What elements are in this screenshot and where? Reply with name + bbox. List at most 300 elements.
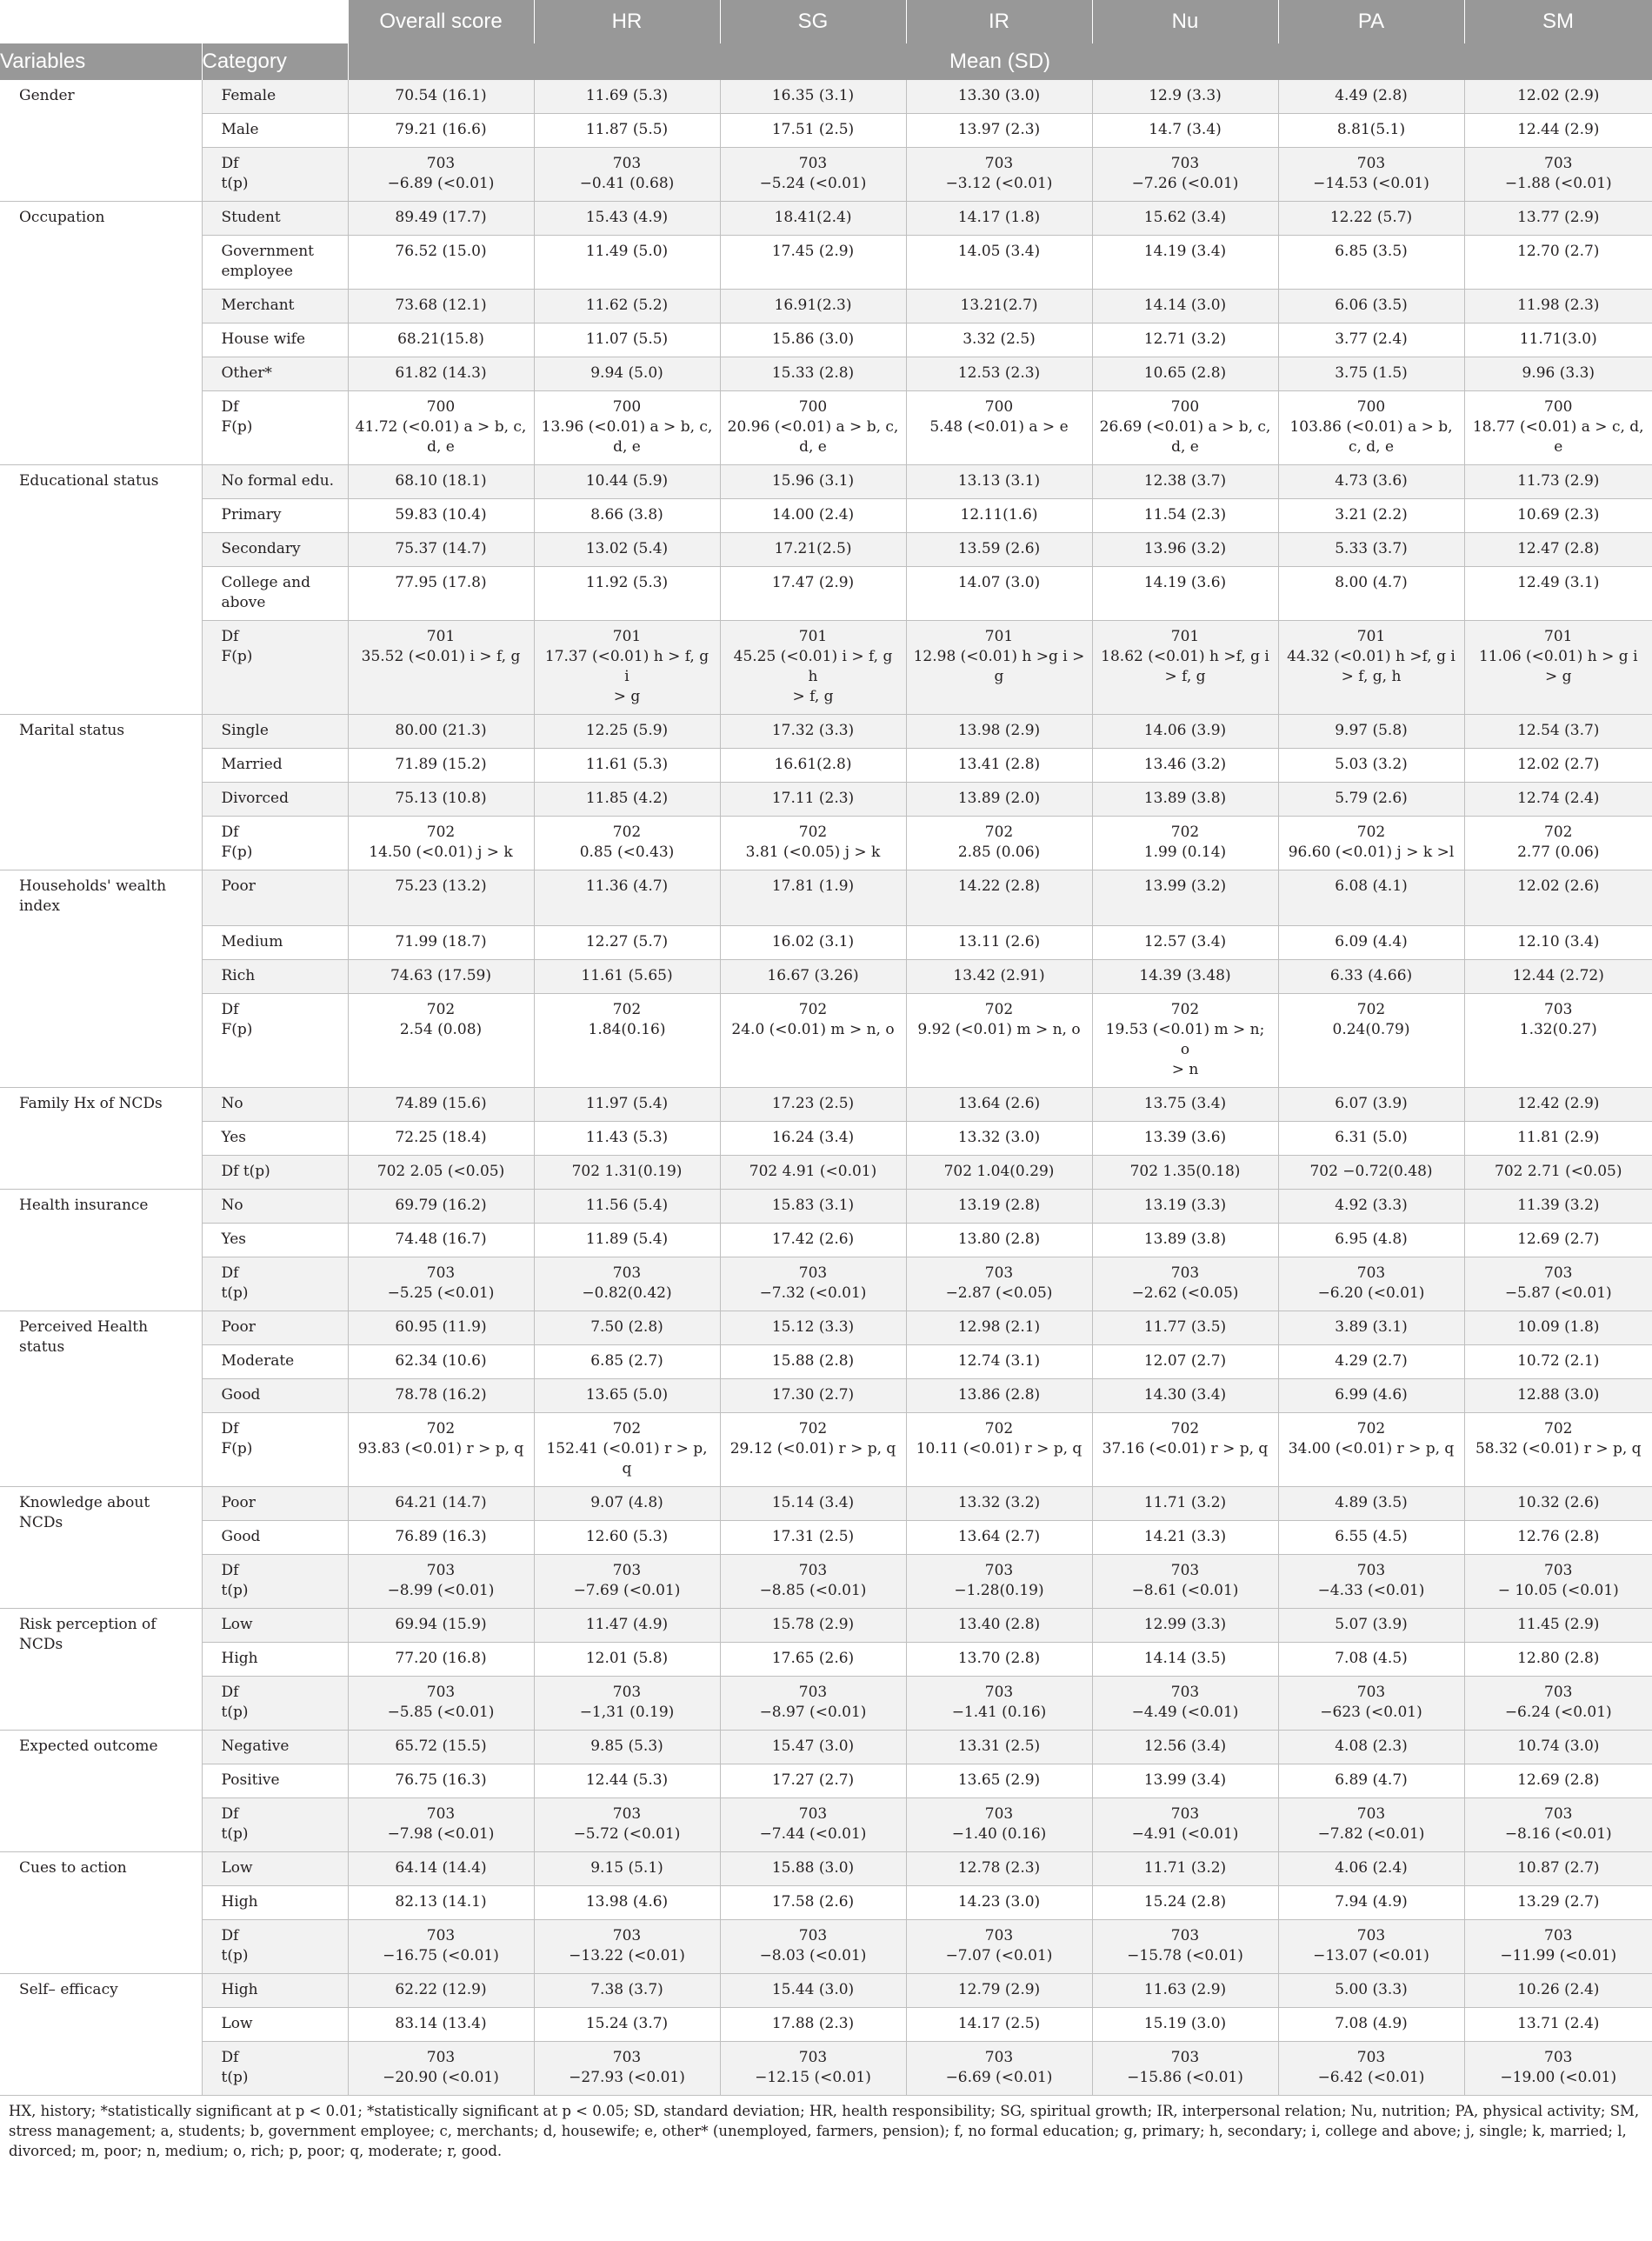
- value-cell: 12.44 (5.3): [534, 1764, 720, 1798]
- value-cell: 77.95 (17.8): [348, 567, 534, 621]
- table-row: [0, 2008, 1652, 2042]
- table-row: [0, 783, 1652, 817]
- value-cell: 11.89 (5.4): [534, 1224, 720, 1257]
- value-cell: 703 −0.41 (0.68): [534, 148, 720, 202]
- value-cell: 700 18.77 (<0.01) a > c, d, e: [1464, 391, 1652, 465]
- value-cell: 15.96 (3.1): [720, 465, 906, 499]
- value-cell: 703 −6.89 (<0.01): [348, 148, 534, 202]
- value-cell: 3.21 (2.2): [1278, 499, 1464, 533]
- value-cell: 12.44 (2.72): [1464, 960, 1652, 994]
- value-cell: 69.79 (16.2): [348, 1190, 534, 1224]
- value-cell: 703 −7.69 (<0.01): [534, 1555, 720, 1609]
- value-cell: 13.98 (4.6): [534, 1886, 720, 1920]
- value-cell: 12.27 (5.7): [534, 926, 720, 960]
- value-cell: 6.09 (4.4): [1278, 926, 1464, 960]
- value-cell: 11.77 (3.5): [1092, 1311, 1278, 1345]
- table-row: [0, 202, 1652, 236]
- table-row: [0, 80, 1652, 114]
- table-row: [0, 148, 1652, 202]
- value-cell: 17.47 (2.9): [720, 567, 906, 621]
- value-cell: 10.44 (5.9): [534, 465, 720, 499]
- value-cell: 17.23 (2.5): [720, 1088, 906, 1122]
- value-cell: 13.39 (3.6): [1092, 1122, 1278, 1156]
- value-cell: 15.24 (3.7): [534, 2008, 720, 2042]
- value-cell: 702 10.11 (<0.01) r > p, q: [906, 1413, 1092, 1487]
- column-header: IR: [906, 0, 1092, 43]
- value-cell: 702 2.85 (0.06): [906, 817, 1092, 870]
- column-header: SM: [1464, 0, 1652, 43]
- table-row: [0, 2042, 1652, 2096]
- value-cell: 12.42 (2.9): [1464, 1088, 1652, 1122]
- value-cell: 14.05 (3.4): [906, 236, 1092, 290]
- value-cell: 703 −4.91 (<0.01): [1092, 1798, 1278, 1852]
- value-cell: 14.21 (3.3): [1092, 1521, 1278, 1555]
- value-cell: 703 −5.25 (<0.01): [348, 1257, 534, 1311]
- category-cell: Df t(p): [202, 1555, 348, 1609]
- category-cell: Government employee: [202, 236, 348, 290]
- value-cell: 11.07 (5.5): [534, 323, 720, 357]
- category-cell: Low: [202, 1852, 348, 1886]
- value-cell: 13.89 (3.8): [1092, 783, 1278, 817]
- value-cell: 703 −8.99 (<0.01): [348, 1555, 534, 1609]
- table-row: [0, 715, 1652, 749]
- value-cell: 79.21 (16.6): [348, 114, 534, 148]
- value-cell: 89.49 (17.7): [348, 202, 534, 236]
- value-cell: 14.22 (2.8): [906, 870, 1092, 926]
- value-cell: 14.00 (2.4): [720, 499, 906, 533]
- value-cell: 13.65 (2.9): [906, 1764, 1092, 1798]
- variable-name: Risk perception of NCDs: [0, 1609, 202, 1731]
- value-cell: 702 1.04(0.29): [906, 1156, 1092, 1190]
- value-cell: 11.87 (5.5): [534, 114, 720, 148]
- value-cell: 17.31 (2.5): [720, 1521, 906, 1555]
- value-cell: 11.45 (2.9): [1464, 1609, 1652, 1643]
- value-cell: 8.00 (4.7): [1278, 567, 1464, 621]
- variable-name: Health insurance: [0, 1190, 202, 1311]
- value-cell: 8.81(5.1): [1278, 114, 1464, 148]
- value-cell: 7.08 (4.9): [1278, 2008, 1464, 2042]
- category-cell: Df F(p): [202, 621, 348, 715]
- value-cell: 12.53 (2.3): [906, 357, 1092, 391]
- category-cell: Female: [202, 80, 348, 114]
- value-cell: 16.35 (3.1): [720, 80, 906, 114]
- value-cell: 11.71 (3.2): [1092, 1487, 1278, 1521]
- category-cell: Secondary: [202, 533, 348, 567]
- value-cell: 12.69 (2.8): [1464, 1764, 1652, 1798]
- value-cell: 13.40 (2.8): [906, 1609, 1092, 1643]
- value-cell: 14.19 (3.4): [1092, 236, 1278, 290]
- value-cell: 702 2.05 (<0.05): [348, 1156, 534, 1190]
- value-cell: 4.06 (2.4): [1278, 1852, 1464, 1886]
- value-cell: 9.85 (5.3): [534, 1731, 720, 1764]
- value-cell: 74.48 (16.7): [348, 1224, 534, 1257]
- value-cell: 13.96 (3.2): [1092, 533, 1278, 567]
- value-cell: 11.71 (3.2): [1092, 1852, 1278, 1886]
- value-cell: 16.67 (3.26): [720, 960, 906, 994]
- table-row: [0, 1379, 1652, 1413]
- table-row: [0, 1487, 1652, 1521]
- variable-name: Knowledge about NCDs: [0, 1487, 202, 1609]
- category-cell: Df t(p): [202, 1156, 348, 1190]
- variable-name: Occupation: [0, 202, 202, 465]
- value-cell: 12.22 (5.7): [1278, 202, 1464, 236]
- value-cell: 13.86 (2.8): [906, 1379, 1092, 1413]
- value-cell: 703 −7.07 (<0.01): [906, 1920, 1092, 1974]
- value-cell: 13.75 (3.4): [1092, 1088, 1278, 1122]
- category-cell: Medium: [202, 926, 348, 960]
- value-cell: 700 13.96 (<0.01) a > b, c, d, e: [534, 391, 720, 465]
- value-cell: 703 −4.49 (<0.01): [1092, 1677, 1278, 1731]
- value-cell: 703 −6.69 (<0.01): [906, 2042, 1092, 2096]
- value-cell: 13.02 (5.4): [534, 533, 720, 567]
- table-row: [0, 870, 1652, 926]
- value-cell: 17.32 (3.3): [720, 715, 906, 749]
- variable-name: Educational status: [0, 465, 202, 715]
- value-cell: 12.54 (3.7): [1464, 715, 1652, 749]
- value-cell: 15.24 (2.8): [1092, 1886, 1278, 1920]
- value-cell: 17.21(2.5): [720, 533, 906, 567]
- value-cell: 10.69 (2.3): [1464, 499, 1652, 533]
- variable-name: Households' wealth index: [0, 870, 202, 1088]
- value-cell: 703 −1.28(0.19): [906, 1555, 1092, 1609]
- value-cell: 703 −13.22 (<0.01): [534, 1920, 720, 1974]
- mean-sd-header: Mean (SD): [348, 43, 1652, 80]
- variable-name: Gender: [0, 80, 202, 202]
- table-row: [0, 1521, 1652, 1555]
- value-cell: 10.72 (2.1): [1464, 1345, 1652, 1379]
- value-cell: 702 1.35(0.18): [1092, 1156, 1278, 1190]
- category-cell: Good: [202, 1521, 348, 1555]
- value-cell: 15.44 (3.0): [720, 1974, 906, 2008]
- value-cell: 15.47 (3.0): [720, 1731, 906, 1764]
- value-cell: 9.15 (5.1): [534, 1852, 720, 1886]
- value-cell: 703 −1,31 (0.19): [534, 1677, 720, 1731]
- value-cell: 11.56 (5.4): [534, 1190, 720, 1224]
- value-cell: 702 93.83 (<0.01) r > p, q: [348, 1413, 534, 1487]
- subheader-row: [0, 43, 1652, 80]
- value-cell: 12.70 (2.7): [1464, 236, 1652, 290]
- category-cell: Divorced: [202, 783, 348, 817]
- value-cell: 17.27 (2.7): [720, 1764, 906, 1798]
- column-header: Nu: [1092, 0, 1278, 43]
- value-cell: 11.98 (2.3): [1464, 290, 1652, 323]
- value-cell: 12.71 (3.2): [1092, 323, 1278, 357]
- category-cell: High: [202, 1643, 348, 1677]
- value-cell: 78.78 (16.2): [348, 1379, 534, 1413]
- value-cell: 6.55 (4.5): [1278, 1521, 1464, 1555]
- value-cell: 701 12.98 (<0.01) h >g i > g: [906, 621, 1092, 715]
- value-cell: 11.63 (2.9): [1092, 1974, 1278, 2008]
- table-row: [0, 323, 1652, 357]
- table-row: [0, 1345, 1652, 1379]
- category-cell: Married: [202, 749, 348, 783]
- value-cell: 702 34.00 (<0.01) r > p, q: [1278, 1413, 1464, 1487]
- value-cell: 12.38 (3.7): [1092, 465, 1278, 499]
- value-cell: 13.41 (2.8): [906, 749, 1092, 783]
- value-cell: 12.11(1.6): [906, 499, 1092, 533]
- value-cell: 703 −13.07 (<0.01): [1278, 1920, 1464, 1974]
- value-cell: 702 2.71 (<0.05): [1464, 1156, 1652, 1190]
- value-cell: 64.21 (14.7): [348, 1487, 534, 1521]
- value-cell: 64.14 (14.4): [348, 1852, 534, 1886]
- value-cell: 14.19 (3.6): [1092, 567, 1278, 621]
- value-cell: 83.14 (13.4): [348, 2008, 534, 2042]
- value-cell: 702 0.24(0.79): [1278, 994, 1464, 1088]
- value-cell: 76.52 (15.0): [348, 236, 534, 290]
- value-cell: 702 9.92 (<0.01) m > n, o: [906, 994, 1092, 1088]
- value-cell: 14.39 (3.48): [1092, 960, 1278, 994]
- value-cell: 12.88 (3.0): [1464, 1379, 1652, 1413]
- value-cell: 17.45 (2.9): [720, 236, 906, 290]
- value-cell: 6.89 (4.7): [1278, 1764, 1464, 1798]
- value-cell: 13.71 (2.4): [1464, 2008, 1652, 2042]
- variable-name: Self– efficacy: [0, 1974, 202, 2096]
- value-cell: 14.30 (3.4): [1092, 1379, 1278, 1413]
- table-row: [0, 391, 1652, 465]
- category-cell: Df t(p): [202, 1677, 348, 1731]
- table-row: [0, 1413, 1652, 1487]
- value-cell: 11.54 (2.3): [1092, 499, 1278, 533]
- variable-name: Perceived Health status: [0, 1311, 202, 1487]
- value-cell: 702 2.77 (0.06): [1464, 817, 1652, 870]
- value-cell: 11.85 (4.2): [534, 783, 720, 817]
- table-row: [0, 749, 1652, 783]
- value-cell: 6.08 (4.1): [1278, 870, 1464, 926]
- value-cell: 7.94 (4.9): [1278, 1886, 1464, 1920]
- value-cell: 16.24 (3.4): [720, 1122, 906, 1156]
- value-cell: 701 35.52 (<0.01) i > f, g: [348, 621, 534, 715]
- value-cell: 5.00 (3.3): [1278, 1974, 1464, 2008]
- value-cell: 16.61(2.8): [720, 749, 906, 783]
- value-cell: 12.10 (3.4): [1464, 926, 1652, 960]
- value-cell: 70.54 (16.1): [348, 80, 534, 114]
- table-row: [0, 994, 1652, 1088]
- value-cell: 703 −5.87 (<0.01): [1464, 1257, 1652, 1311]
- value-cell: 702 29.12 (<0.01) r > p, q: [720, 1413, 906, 1487]
- category-cell: Rich: [202, 960, 348, 994]
- value-cell: 17.51 (2.5): [720, 114, 906, 148]
- value-cell: 703 −15.86 (<0.01): [1092, 2042, 1278, 2096]
- value-cell: 703 −2.87 (<0.05): [906, 1257, 1092, 1311]
- value-cell: 13.65 (5.0): [534, 1379, 720, 1413]
- value-cell: 703 −623 (<0.01): [1278, 1677, 1464, 1731]
- value-cell: 15.12 (3.3): [720, 1311, 906, 1345]
- value-cell: 703 −15.78 (<0.01): [1092, 1920, 1278, 1974]
- value-cell: 17.81 (1.9): [720, 870, 906, 926]
- value-cell: 10.32 (2.6): [1464, 1487, 1652, 1521]
- table-row: [0, 1122, 1652, 1156]
- category-cell: Single: [202, 715, 348, 749]
- value-cell: 702 152.41 (<0.01) r > p, q: [534, 1413, 720, 1487]
- variable-name: Cues to action: [0, 1852, 202, 1974]
- value-cell: 7.50 (2.8): [534, 1311, 720, 1345]
- value-cell: 77.20 (16.8): [348, 1643, 534, 1677]
- variable-name: Expected outcome: [0, 1731, 202, 1852]
- value-cell: 703 −7.98 (<0.01): [348, 1798, 534, 1852]
- table-row: [0, 1677, 1652, 1731]
- table-row: [0, 567, 1652, 621]
- category-cell: Df t(p): [202, 1257, 348, 1311]
- value-cell: 15.19 (3.0): [1092, 2008, 1278, 2042]
- value-cell: 11.71(3.0): [1464, 323, 1652, 357]
- column-header: SG: [720, 0, 906, 43]
- category-cell: Df F(p): [202, 1413, 348, 1487]
- value-cell: 71.99 (18.7): [348, 926, 534, 960]
- value-cell: 69.94 (15.9): [348, 1609, 534, 1643]
- category-cell: High: [202, 1974, 348, 2008]
- value-cell: 12.74 (3.1): [906, 1345, 1092, 1379]
- value-cell: 702 1.31(0.19): [534, 1156, 720, 1190]
- value-cell: 703 −5.24 (<0.01): [720, 148, 906, 202]
- category-cell: Poor: [202, 870, 348, 926]
- column-header: Overall score: [348, 0, 534, 43]
- value-cell: 6.99 (4.6): [1278, 1379, 1464, 1413]
- value-cell: 12.02 (2.6): [1464, 870, 1652, 926]
- category-cell: Df t(p): [202, 1798, 348, 1852]
- value-cell: 13.29 (2.7): [1464, 1886, 1652, 1920]
- value-cell: 15.88 (3.0): [720, 1852, 906, 1886]
- value-cell: 12.47 (2.8): [1464, 533, 1652, 567]
- value-cell: 5.07 (3.9): [1278, 1609, 1464, 1643]
- value-cell: 12.79 (2.9): [906, 1974, 1092, 2008]
- category-cell: Moderate: [202, 1345, 348, 1379]
- table-row: [0, 1974, 1652, 2008]
- value-cell: 703 −5.85 (<0.01): [348, 1677, 534, 1731]
- value-cell: 703 −11.99 (<0.01): [1464, 1920, 1652, 1974]
- table-row: [0, 236, 1652, 290]
- value-cell: 65.72 (15.5): [348, 1731, 534, 1764]
- value-cell: 15.43 (4.9): [534, 202, 720, 236]
- value-cell: 68.21(15.8): [348, 323, 534, 357]
- value-cell: 5.79 (2.6): [1278, 783, 1464, 817]
- value-cell: 12.76 (2.8): [1464, 1521, 1652, 1555]
- table-row: [0, 1088, 1652, 1122]
- value-cell: 17.30 (2.7): [720, 1379, 906, 1413]
- value-cell: 15.78 (2.9): [720, 1609, 906, 1643]
- value-cell: 702 24.0 (<0.01) m > n, o: [720, 994, 906, 1088]
- column-header: PA: [1278, 0, 1464, 43]
- value-cell: 10.26 (2.4): [1464, 1974, 1652, 2008]
- value-cell: 9.07 (4.8): [534, 1487, 720, 1521]
- value-cell: 80.00 (21.3): [348, 715, 534, 749]
- category-cell: Primary: [202, 499, 348, 533]
- category-cell: Poor: [202, 1311, 348, 1345]
- value-cell: 6.95 (4.8): [1278, 1224, 1464, 1257]
- value-cell: 12.44 (2.9): [1464, 114, 1652, 148]
- value-cell: 14.07 (3.0): [906, 567, 1092, 621]
- value-cell: 3.77 (2.4): [1278, 323, 1464, 357]
- table-row: [0, 1224, 1652, 1257]
- value-cell: 703 −7.82 (<0.01): [1278, 1798, 1464, 1852]
- value-cell: 17.42 (2.6): [720, 1224, 906, 1257]
- value-cell: 13.89 (2.0): [906, 783, 1092, 817]
- value-cell: 13.32 (3.0): [906, 1122, 1092, 1156]
- category-cell: Good: [202, 1379, 348, 1413]
- value-cell: 6.31 (5.0): [1278, 1122, 1464, 1156]
- value-cell: 703 −8.16 (<0.01): [1464, 1798, 1652, 1852]
- value-cell: 4.92 (3.3): [1278, 1190, 1464, 1224]
- value-cell: 11.61 (5.3): [534, 749, 720, 783]
- table-row: [0, 1764, 1652, 1798]
- value-cell: 701 17.37 (<0.01) h > f, g i > g: [534, 621, 720, 715]
- value-cell: 14.14 (3.5): [1092, 1643, 1278, 1677]
- value-cell: 12.98 (2.1): [906, 1311, 1092, 1345]
- value-cell: 13.46 (3.2): [1092, 749, 1278, 783]
- value-cell: 17.58 (2.6): [720, 1886, 906, 1920]
- variable-name: Family Hx of NCDs: [0, 1088, 202, 1190]
- table-row: [0, 290, 1652, 323]
- value-cell: 702 1.84(0.16): [534, 994, 720, 1088]
- category-cell: Df F(p): [202, 391, 348, 465]
- value-cell: 6.85 (2.7): [534, 1345, 720, 1379]
- value-cell: 10.65 (2.8): [1092, 357, 1278, 391]
- value-cell: 7.38 (3.7): [534, 1974, 720, 2008]
- table-row: [0, 1311, 1652, 1345]
- table-row: [0, 1920, 1652, 1974]
- value-cell: 18.41(2.4): [720, 202, 906, 236]
- value-cell: 13.64 (2.7): [906, 1521, 1092, 1555]
- value-cell: 17.88 (2.3): [720, 2008, 906, 2042]
- value-cell: 3.89 (3.1): [1278, 1311, 1464, 1345]
- table-row: [0, 357, 1652, 391]
- table-row: [0, 1886, 1652, 1920]
- table-row: [0, 1555, 1652, 1609]
- value-cell: 702 96.60 (<0.01) j > k >l: [1278, 817, 1464, 870]
- value-cell: 703 −19.00 (<0.01): [1464, 2042, 1652, 2096]
- value-cell: 703 − 10.05 (<0.01): [1464, 1555, 1652, 1609]
- value-cell: 11.62 (5.2): [534, 290, 720, 323]
- variables-header: Variables: [0, 43, 202, 80]
- category-cell: Df F(p): [202, 817, 348, 870]
- value-cell: 703 −8.85 (<0.01): [720, 1555, 906, 1609]
- value-cell: 12.07 (2.7): [1092, 1345, 1278, 1379]
- value-cell: 13.64 (2.6): [906, 1088, 1092, 1122]
- value-cell: 61.82 (14.3): [348, 357, 534, 391]
- column-header: HR: [534, 0, 720, 43]
- table-footnote: HX, history; *statistically significant at p < 0.01; *statistically significant at p < 0.05; SD, standard deviation; HR, health responsibility; SG, spiritual growth; IR, interpersonal relation; Nu, nutrition; PA, physical activity; SM, stress management; a, students; b, government employee; c, merchants; d, housewife; e, other* (unemployed, farmers, pension); f, no formal education; g, primary; h, secondary; i, college and above; j, single; k, married; l, divorced; m, poor; n, medium; o, rich; p, poor; q, moderate; r, good.: [9, 2103, 1640, 2159]
- value-cell: 75.37 (14.7): [348, 533, 534, 567]
- category-cell: Df t(p): [202, 148, 348, 202]
- table-row: [0, 621, 1652, 715]
- category-cell: No: [202, 1190, 348, 1224]
- value-cell: 4.29 (2.7): [1278, 1345, 1464, 1379]
- value-cell: 13.80 (2.8): [906, 1224, 1092, 1257]
- value-cell: 15.83 (3.1): [720, 1190, 906, 1224]
- value-cell: 16.02 (3.1): [720, 926, 906, 960]
- value-cell: 8.66 (3.8): [534, 499, 720, 533]
- value-cell: 11.73 (2.9): [1464, 465, 1652, 499]
- value-cell: 13.97 (2.3): [906, 114, 1092, 148]
- value-cell: 60.95 (11.9): [348, 1311, 534, 1345]
- value-cell: 11.69 (5.3): [534, 80, 720, 114]
- value-cell: 6.85 (3.5): [1278, 236, 1464, 290]
- value-cell: 12.02 (2.7): [1464, 749, 1652, 783]
- table-row: [0, 1609, 1652, 1643]
- value-cell: 14.7 (3.4): [1092, 114, 1278, 148]
- category-cell: Low: [202, 1609, 348, 1643]
- category-cell: Low: [202, 2008, 348, 2042]
- value-cell: 59.83 (10.4): [348, 499, 534, 533]
- value-cell: 12.60 (5.3): [534, 1521, 720, 1555]
- value-cell: 12.9 (3.3): [1092, 80, 1278, 114]
- value-cell: 702 1.99 (0.14): [1092, 817, 1278, 870]
- value-cell: 700 41.72 (<0.01) a > b, c, d, e: [348, 391, 534, 465]
- table-row: [0, 533, 1652, 567]
- value-cell: 12.49 (3.1): [1464, 567, 1652, 621]
- value-cell: 76.75 (16.3): [348, 1764, 534, 1798]
- value-cell: 701 45.25 (<0.01) i > f, g h > f, g: [720, 621, 906, 715]
- value-cell: 15.33 (2.8): [720, 357, 906, 391]
